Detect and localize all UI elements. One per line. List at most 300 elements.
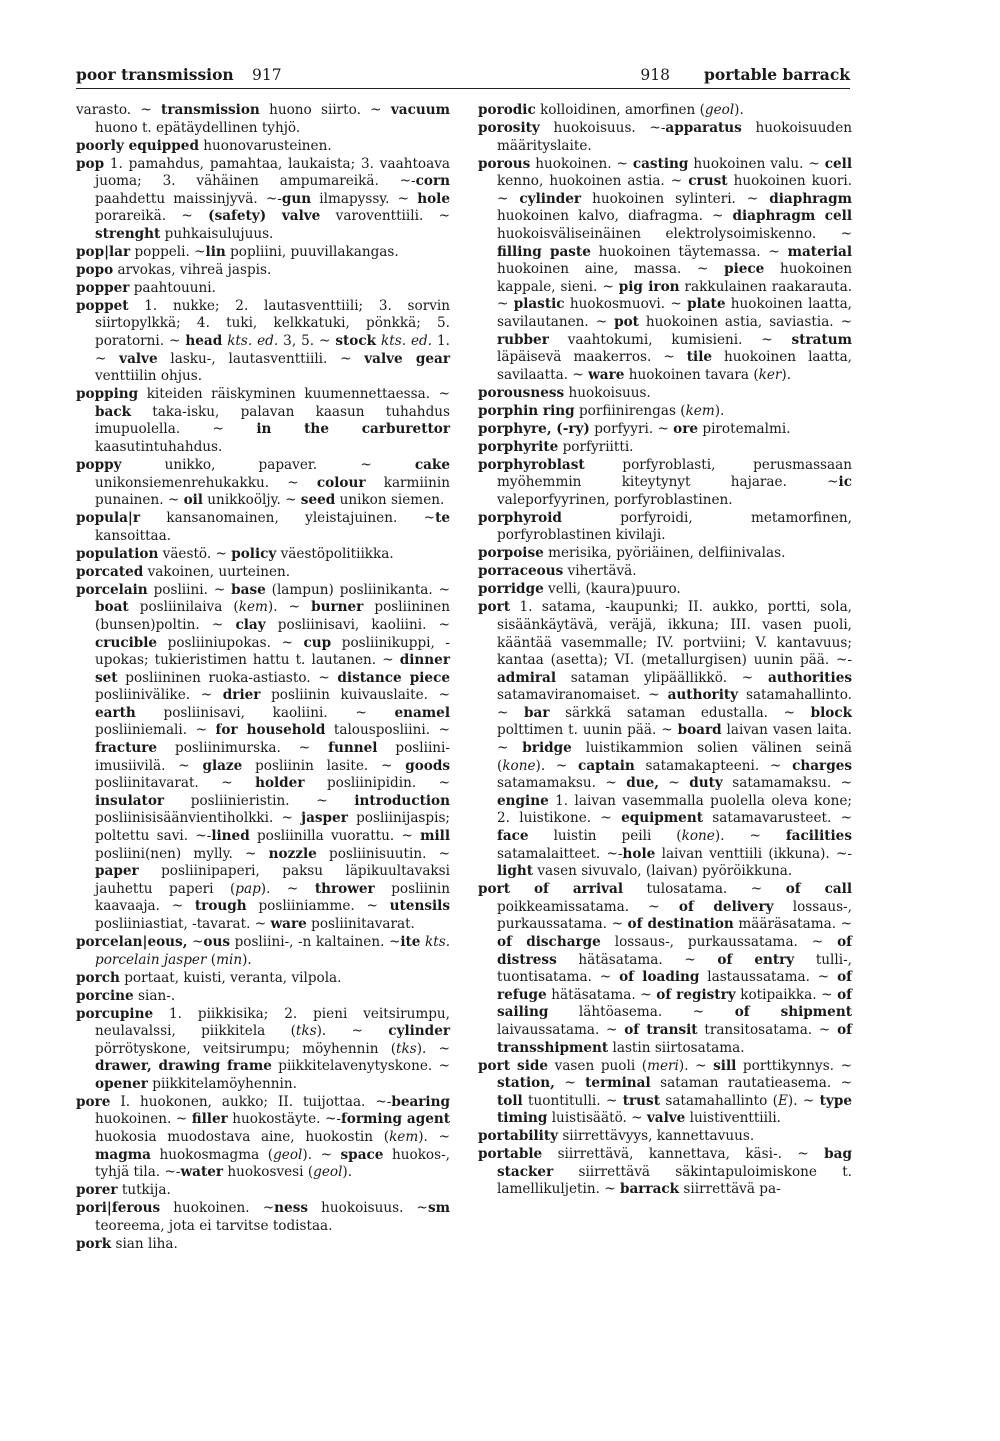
subentry-term: nozzle <box>268 845 317 862</box>
definition-text: posliinikuppi, -upokas; tukieristimen hattu t. lautanen. ~ <box>95 634 451 669</box>
definition-text: I. huokonen, aukko; II. tuijottaa. ~- <box>110 1093 392 1110</box>
entry-headword: porphyroid <box>478 509 562 526</box>
definition-text: kiteiden räiskyminen kuumennettaessa. ~ <box>138 386 450 403</box>
subentry-term: oil <box>183 492 203 509</box>
subentry-term: facilities <box>785 828 852 845</box>
dictionary-entry <box>76 280 450 298</box>
definition-text: lasku-, lautasventtiili. ~ <box>157 350 365 367</box>
subentry-term: diaphragm <box>769 190 852 207</box>
definition-text: luistikammion solien välinen seinä ( <box>497 740 852 774</box>
subentry-term: toll <box>497 1092 523 1109</box>
dictionary-entry <box>76 138 450 156</box>
subentry-term: holder <box>255 775 305 792</box>
entry-headword: pork <box>76 1235 112 1252</box>
subentry-term: ware <box>270 916 307 932</box>
entry-headword: popula|r <box>76 510 141 527</box>
definition-text: huokoisuus. ~ <box>308 1200 428 1217</box>
definition-text: porfyroidi, metamorfinen, porfyroblastinen kivilaji. <box>497 509 852 544</box>
subentry-term: plastic <box>513 296 565 313</box>
subentry-term: crust <box>688 173 728 190</box>
definition-text: poppeli. ~ <box>130 243 206 260</box>
subentry-term: crucible <box>95 634 158 651</box>
subentry-term: clay <box>235 616 266 633</box>
dictionary-entry <box>478 385 852 403</box>
subentry-term: barrack <box>619 1181 680 1198</box>
dictionary-entry <box>478 1146 852 1199</box>
definition-text: posliinieristin. ~ <box>164 792 355 809</box>
left-column <box>76 102 450 1254</box>
subentry-term: ness <box>274 1200 308 1217</box>
dictionary-entry <box>478 421 852 439</box>
definition-text: posliininen (bunsen)poltin. ~ <box>95 599 450 633</box>
subentry-term: back <box>95 403 132 420</box>
definition-text: vasen puoli ( <box>548 1057 648 1074</box>
definition-text: unikkoöljy. ~ <box>202 492 301 509</box>
subentry-term: thrower <box>314 880 375 897</box>
definition-text: huokoinen aine, massa. ~ <box>497 261 725 278</box>
definition-text: posliinijaspis; poltettu savi. ~- <box>95 810 451 845</box>
definition-text: satamalaitteet. ~- <box>497 845 623 862</box>
dictionary-entry <box>76 1182 450 1200</box>
subentry-term: sm <box>427 1200 450 1217</box>
subentry-term: cell <box>824 155 852 172</box>
definition-text: ). <box>781 366 792 383</box>
definition-text: posliinin kaavaaja. ~ <box>95 880 450 915</box>
field-label: geol <box>704 102 735 118</box>
subentry-term: of delivery <box>678 898 774 915</box>
definition-text: huokoinen täytemassa. ~ <box>590 243 788 260</box>
subentry-term: hole <box>622 845 656 862</box>
definition-text: laivaussatama. ~ <box>497 1021 625 1038</box>
subentry-term: cylinder <box>388 1023 450 1040</box>
subentry-term: goods <box>405 757 451 774</box>
field-label: kts. ed. <box>381 333 433 350</box>
subentry-term: diaphragm cell <box>732 208 852 225</box>
subentry-term: face <box>497 828 529 845</box>
entry-headword: pori|ferous <box>76 1200 161 1217</box>
subentry-term: hole <box>417 190 450 207</box>
definition-text: huokoinen. ~ <box>95 1111 192 1128</box>
subentry-term: of loading <box>619 969 700 986</box>
definition-text: 1. nukke; 2. lautasventtiili; 3. sorvin siirtopylkkä; 4. tuki, kelkkatuki, pönkkä; 5. poratorni. ~ <box>95 297 450 350</box>
entry-headword: porpoise <box>478 545 544 562</box>
definition-text: lastaussatama. ~ <box>699 969 838 986</box>
definition-text: taka-isku, palavan kaasun tuhahdus imupuolella. ~ <box>95 403 450 438</box>
field-label: E <box>777 1092 788 1109</box>
subentry-term: of transshipment <box>497 1021 852 1056</box>
definition-text: ). ~ <box>316 1023 389 1040</box>
subentry-term: trust <box>622 1092 660 1109</box>
dictionary-entry <box>76 564 450 582</box>
definition-text: läpäisevä maakerros. ~ <box>497 349 687 366</box>
definition-text: sian-. <box>133 987 176 1004</box>
definition-text: ). ~ <box>302 1146 341 1163</box>
definition-text: laivan venttiili (ikkuna). ~- <box>655 845 852 862</box>
entry-headword: popo <box>76 261 114 278</box>
definition-text: vaahtokumi, kumisieni. ~ <box>548 331 792 348</box>
entry-headword: portable <box>478 1146 543 1163</box>
definition-text: posliinin lasite. ~ <box>242 757 406 774</box>
definition-text: porfyroblasti, perusmassaan myöhemmin kiteytynyt hajarae. ~ <box>497 456 852 491</box>
dictionary-entry <box>478 156 852 385</box>
definition-text: 1. piikkisika; 2. pieni veitsirumpu, neulavalssi, piikkitela ( <box>95 1005 450 1040</box>
definition-text: posliini-imusiivilä. ~ <box>95 740 450 774</box>
dictionary-entry <box>478 581 852 599</box>
subentry-term: station, <box>497 1075 555 1092</box>
definition-text: posliiniamme. ~ <box>246 898 390 915</box>
subentry-term: of distress <box>497 933 852 968</box>
definition-text: siirrettävä, kannettava, käsi-. ~ <box>542 1146 825 1163</box>
definition-text: ~ <box>554 1075 586 1092</box>
definition-text: kotipaikka. ~ <box>735 986 838 1003</box>
definition-text: määräsatama. ~ <box>733 916 853 933</box>
entry-headword: porous <box>478 155 531 172</box>
subentry-term: valve <box>646 1110 686 1127</box>
subentry-term: lin <box>205 243 226 260</box>
entry-headword: porphyre, (-ry) <box>478 420 590 437</box>
entry-headword: poppy <box>76 457 122 473</box>
definition-text: varasto. ~ <box>76 102 162 118</box>
definition-text: siirrettävä pa- <box>679 1181 781 1198</box>
entry-headword: popping <box>76 386 139 403</box>
dictionary-entry <box>76 298 450 386</box>
definition-text: venttiilin ohjus. <box>95 368 203 385</box>
definition-text: ). <box>242 951 252 968</box>
definition-text: posliinin kuivauslaite. ~ <box>260 687 451 704</box>
definition-text: paahdettu maissinjyvä. ~- <box>95 190 282 207</box>
left-running-head: poor transmission <box>76 65 234 84</box>
dictionary-entry <box>76 156 450 244</box>
definition-text: luistiventtiili. <box>685 1110 782 1127</box>
subentry-term: ic <box>838 474 852 491</box>
subentry-term: of registry <box>656 986 736 1003</box>
subentry-term: stratum <box>791 331 852 348</box>
subentry-term: utensils <box>389 898 450 915</box>
subentry-term: colour <box>316 474 366 491</box>
field-label: geol <box>313 1164 343 1181</box>
entry-headword: population <box>76 545 159 562</box>
dictionary-entry <box>478 1128 852 1146</box>
definition-text: posliinisavi, kaoliini. ~ <box>265 616 450 633</box>
subentry-term: terminal <box>585 1075 651 1092</box>
definition-text: satamaviranomaiset. ~ <box>497 687 668 704</box>
dictionary-entry <box>76 988 450 1006</box>
definition-text: velli, (kaura)puuro. <box>543 581 681 598</box>
definition-text: transitosatama. ~ <box>697 1021 838 1038</box>
definition-text: porfiinirengas ( <box>574 402 686 419</box>
definition-text: tulli-, tuontisatama. ~ <box>497 951 852 986</box>
definition-text: talousposliini. ~ <box>325 722 450 739</box>
subentry-term: light <box>497 863 533 880</box>
definition-text: satamamaksu. ~ <box>722 775 852 792</box>
definition-text: luistisäätö. ~ <box>547 1110 647 1127</box>
definition-text: piikkitelamöyhennin. <box>147 1075 297 1092</box>
field-label: kem <box>685 402 715 419</box>
subentry-term: bar <box>524 704 550 721</box>
definition-text: laivan vasen laita. ~ <box>497 722 852 757</box>
subentry-term: forming agent <box>340 1111 451 1128</box>
subentry-term: base <box>231 581 266 598</box>
definition-text: posliiniastiat, -tavarat. ~ <box>95 916 271 932</box>
entry-headword: portability <box>478 1128 558 1145</box>
definition-text: huokoinen astia, saviastia. ~ <box>638 313 852 330</box>
definition-text: kansanomainen, yleistajuinen. ~ <box>140 510 436 527</box>
right-page-number: 918 <box>640 66 670 84</box>
dictionary-entry <box>76 970 450 988</box>
subentry-term: paper <box>95 863 139 880</box>
definition-text: tuontitulli. ~ <box>522 1092 623 1109</box>
definition-text: merisika, pyöriäinen, delfiinivalas. <box>543 545 786 562</box>
definition-text: lähtöasema. ~ <box>548 1004 735 1021</box>
definition-text: (lampun) posliinikanta. ~ <box>265 581 450 598</box>
subentry-term: glaze <box>202 757 243 774</box>
definition-text: posliinimurska. ~ <box>157 740 329 757</box>
definition-text: posliinisisäänvientiholkki. ~ <box>95 810 302 827</box>
subentry-term: of refuge <box>497 969 852 1003</box>
entry-headword: porphin ring <box>478 402 575 419</box>
definition-text: kolloidinen, amorfinen ( <box>535 102 705 118</box>
right-running-head: portable barrack <box>704 65 850 84</box>
definition-text: ). ~ <box>260 880 315 897</box>
subentry-term: sill <box>713 1057 737 1074</box>
definition-text: posliiniemali. ~ <box>95 722 216 739</box>
definition-text: rakkulainen raakarauta. ~ <box>497 278 853 313</box>
definition-text: huokosvesi ( <box>223 1164 314 1181</box>
subentry-term: policy <box>231 545 277 562</box>
entry-headword: porcupine <box>76 1005 154 1022</box>
entry-headword: pop <box>76 155 105 172</box>
definition-text: huokoinen tavara ( <box>624 366 759 383</box>
definition-text: porttikynnys. ~ <box>736 1057 853 1074</box>
definition-text: ). ~ <box>678 1057 714 1074</box>
subentry-term: cup <box>303 634 332 651</box>
dictionary-entry <box>478 120 852 155</box>
subentry-term: corn <box>415 173 450 190</box>
subentry-term: material <box>787 243 853 260</box>
subentry-term: trough <box>194 898 247 915</box>
definition-text: hätäsatama. ~ <box>556 951 718 968</box>
dictionary-entry <box>76 546 450 564</box>
subentry-term: captain <box>578 757 635 774</box>
entry-headword: porcine <box>76 987 134 1004</box>
definition-text: lossaus-, purkaussatama. ~ <box>497 898 852 933</box>
definition-text: huokoinen valu. ~ <box>688 155 825 172</box>
subentry-term: pig iron <box>618 278 680 295</box>
definition-text: 1. pamahdus, pamahtaa, laukaista; 3. vaahtoava juoma; 3. vähäinen ampumareikä. ~- <box>95 155 450 190</box>
definition-text: huokoinen. ~ <box>530 155 633 172</box>
definition-text: huokoinen laatta, savilaatta. ~ <box>497 349 852 383</box>
dictionary-entry <box>478 457 852 510</box>
subentry-term: apparatus <box>665 119 742 136</box>
definition-text: ). ~ <box>714 828 786 845</box>
dictionary-entry <box>76 1200 450 1235</box>
entry-headword: port of arrival <box>478 881 623 898</box>
dictionary-entry <box>478 599 852 881</box>
definition-text: paahtouuni. <box>129 279 216 296</box>
definition-text: satamavarusteet. ~ <box>702 810 852 827</box>
definition-text: 1. satama, -kaupunki; II. aukko, portti, sola, sisäänkäytävä, veräjä, ikkuna; III. vasen puoli, kääntää vasemmalle; IV. portviini; V. kantavuus; kantaa (asetta); VI. (metallurgisen) uunin pää. ~- <box>497 599 852 669</box>
subentry-term: (safety) valve <box>208 208 321 225</box>
subentry-term: water <box>180 1164 224 1181</box>
subentry-term: due, <box>626 775 659 792</box>
entry-headword: pop|lar <box>76 243 131 260</box>
definition-text: lossaus-, purkaussatama. ~ <box>600 933 838 950</box>
field-label: ker <box>758 366 782 383</box>
subentry-term: of entry <box>717 951 795 968</box>
subentry-term: of shipment <box>734 1004 852 1021</box>
subentry-term: drawer, drawing frame <box>95 1058 272 1075</box>
subentry-term: authorities <box>768 669 852 686</box>
entry-headword: pore <box>76 1093 111 1110</box>
entry-headword: porraceous <box>478 563 564 580</box>
subentry-term: funnel <box>328 740 378 757</box>
subentry-term: for household <box>215 722 326 739</box>
definition-text: väestö. ~ <box>158 545 232 562</box>
definition-text: huokoinen kalvo, diafragma. ~ <box>497 208 733 225</box>
definition-text: kenno, huokoinen astia. ~ <box>497 173 689 190</box>
subentry-term: cake <box>414 457 450 473</box>
dictionary-entry <box>76 262 450 280</box>
subentry-term: board <box>677 722 722 739</box>
dictionary-entry <box>76 102 450 137</box>
entry-headword: porodic <box>478 102 536 118</box>
dictionary-entry <box>76 1094 450 1182</box>
definition-text: posliininen ruoka-astiasto. ~ <box>117 669 338 686</box>
left-page-number: 917 <box>252 66 282 84</box>
dictionary-entry <box>76 582 450 934</box>
subentry-term: distance piece <box>337 669 450 686</box>
definition-text: tulosatama. ~ <box>623 881 786 898</box>
definition-text: huokoinen kappale, sieni. ~ <box>497 261 853 295</box>
subentry-term: tile <box>686 349 713 366</box>
field-label: kem <box>389 1129 419 1146</box>
field-label: kone <box>681 828 715 845</box>
definition-text: ( <box>206 951 217 968</box>
field-label: kts. porcelain jasper <box>95 933 451 968</box>
dictionary-entry <box>76 386 450 456</box>
entry-headword: porphyrite <box>478 438 559 455</box>
dictionary-entry <box>478 1058 852 1128</box>
subentry-term: duty <box>689 775 723 792</box>
definition-text: posliiniupokas. ~ <box>157 634 304 651</box>
subentry-term: ite <box>400 933 421 950</box>
definition-text: posliinilaiva ( <box>128 599 239 616</box>
definition-text: huonovarusteinen. <box>198 137 332 154</box>
dictionary-entry <box>76 934 450 969</box>
definition-text: särkkä sataman edustalla. ~ <box>549 704 811 721</box>
definition-text: tutkija. <box>117 1182 171 1199</box>
entry-headword: porridge <box>478 581 544 598</box>
subentry-term: rubber <box>497 331 549 348</box>
field-label: min <box>216 951 243 968</box>
definition-text: posliinipidin. ~ <box>304 775 450 792</box>
definition-text: luistin peili ( <box>528 828 682 845</box>
subentry-term: bearing <box>391 1093 450 1110</box>
definition-text: satamakapteeni. ~ <box>634 757 793 774</box>
definition-text: piikkitelavenytyskone. ~ <box>271 1058 450 1075</box>
definition-text: valeporfyyrinen, porfyroblastinen. <box>497 491 733 508</box>
subentry-term: drier <box>222 687 261 704</box>
entry-headword: porcated <box>76 563 144 580</box>
subentry-term: valve <box>119 350 158 367</box>
field-label: pap <box>235 880 261 897</box>
definition-text: sataman ylipäällikkö. ~ <box>556 669 768 686</box>
dictionary-entry <box>478 881 852 1057</box>
subentry-term: space <box>340 1146 384 1163</box>
subentry-term: lined <box>211 828 250 845</box>
page-header <box>76 62 850 89</box>
definition-text: huokoisuus. <box>564 384 651 401</box>
definition-text: ~ <box>187 933 204 950</box>
definition-text: huokoisväliseinäinen elektrolysoimiskenno. ~ <box>497 225 852 242</box>
field-label: tks <box>396 1040 417 1057</box>
entry-headword: popper <box>76 279 130 296</box>
subentry-term: jasper <box>301 810 348 827</box>
definition-text: vasen sivuvalo, (laivan) pyöröikkuna. <box>533 863 793 880</box>
field-label: kem <box>238 599 268 616</box>
dictionary-entry <box>478 102 852 120</box>
definition-text: 1. laivan vasemmalla puolella oleva kone; 2. luistikone. ~ <box>497 792 852 827</box>
subentry-term: casting <box>632 155 689 172</box>
dictionary-entry <box>76 244 450 262</box>
subentry-term: of destination <box>627 916 734 933</box>
definition-text: väestöpolitiikka. <box>276 545 394 562</box>
definition-text: huokosmagma ( <box>150 1146 274 1163</box>
definition-text: porfyriitti. <box>558 438 634 455</box>
subentry-term: ous <box>203 933 231 950</box>
subentry-term: of transit <box>624 1021 698 1038</box>
dictionary-entry <box>478 545 852 563</box>
definition-text: popliini, puuvillakangas. <box>225 243 399 260</box>
subentry-term: bag stacker <box>497 1146 852 1180</box>
definition-text: arvokas, vihreä jaspis. <box>113 261 272 278</box>
definition-text: huokoinen sylinteri. ~ <box>581 190 770 207</box>
definition-text: huono t. epätäydellinen tyhjö. <box>95 119 301 136</box>
entry-headword: porer <box>76 1182 118 1199</box>
definition-text: ). ~ <box>267 599 312 616</box>
definition-text: siirrettävyys, kannettavuus. <box>558 1128 755 1145</box>
definition-text: ilmapyssy. ~ <box>311 190 418 207</box>
definition-text: posliinipaperi, paksu läpikuultavaksi jauhettu paperi ( <box>95 863 450 897</box>
subentry-term: pot <box>614 313 639 330</box>
definition-text: unikonsiemenrehukakku. ~ <box>95 474 317 491</box>
entry-headword: poppet <box>76 297 129 314</box>
subentry-term: authority <box>667 687 739 704</box>
subentry-term: engine <box>497 792 549 809</box>
entry-headword: port side <box>478 1057 549 1074</box>
subentry-term: of discharge <box>497 933 601 950</box>
dictionary-entry <box>478 563 852 581</box>
subentry-term: gun <box>281 190 312 207</box>
definition-text: huono siirto. ~ <box>259 102 391 118</box>
subentry-term: stock <box>335 333 377 350</box>
definition-text: satamahallinto. ~ <box>497 687 853 721</box>
definition-text: sian liha. <box>111 1235 178 1252</box>
definition-text: kaasutintuhahdus. <box>95 439 223 456</box>
definition-text: posliini(nen) mylly. ~ <box>95 845 269 862</box>
definition-text: huokoinen kuori. ~ <box>497 173 852 207</box>
entry-headword: porch <box>76 969 120 986</box>
subentry-term: piece <box>724 261 765 278</box>
subentry-term: filler <box>191 1111 228 1128</box>
definition-text: posliinivälike. ~ <box>95 687 223 704</box>
subentry-term: opener <box>95 1075 148 1092</box>
definition-text: huokosia muodostava aine, huokostin ( <box>95 1129 390 1146</box>
subentry-term: ore <box>673 420 699 437</box>
definition-text: huokosmuovi. ~ <box>564 296 688 313</box>
field-label: kone <box>502 757 536 774</box>
dictionary-entry <box>478 403 852 421</box>
